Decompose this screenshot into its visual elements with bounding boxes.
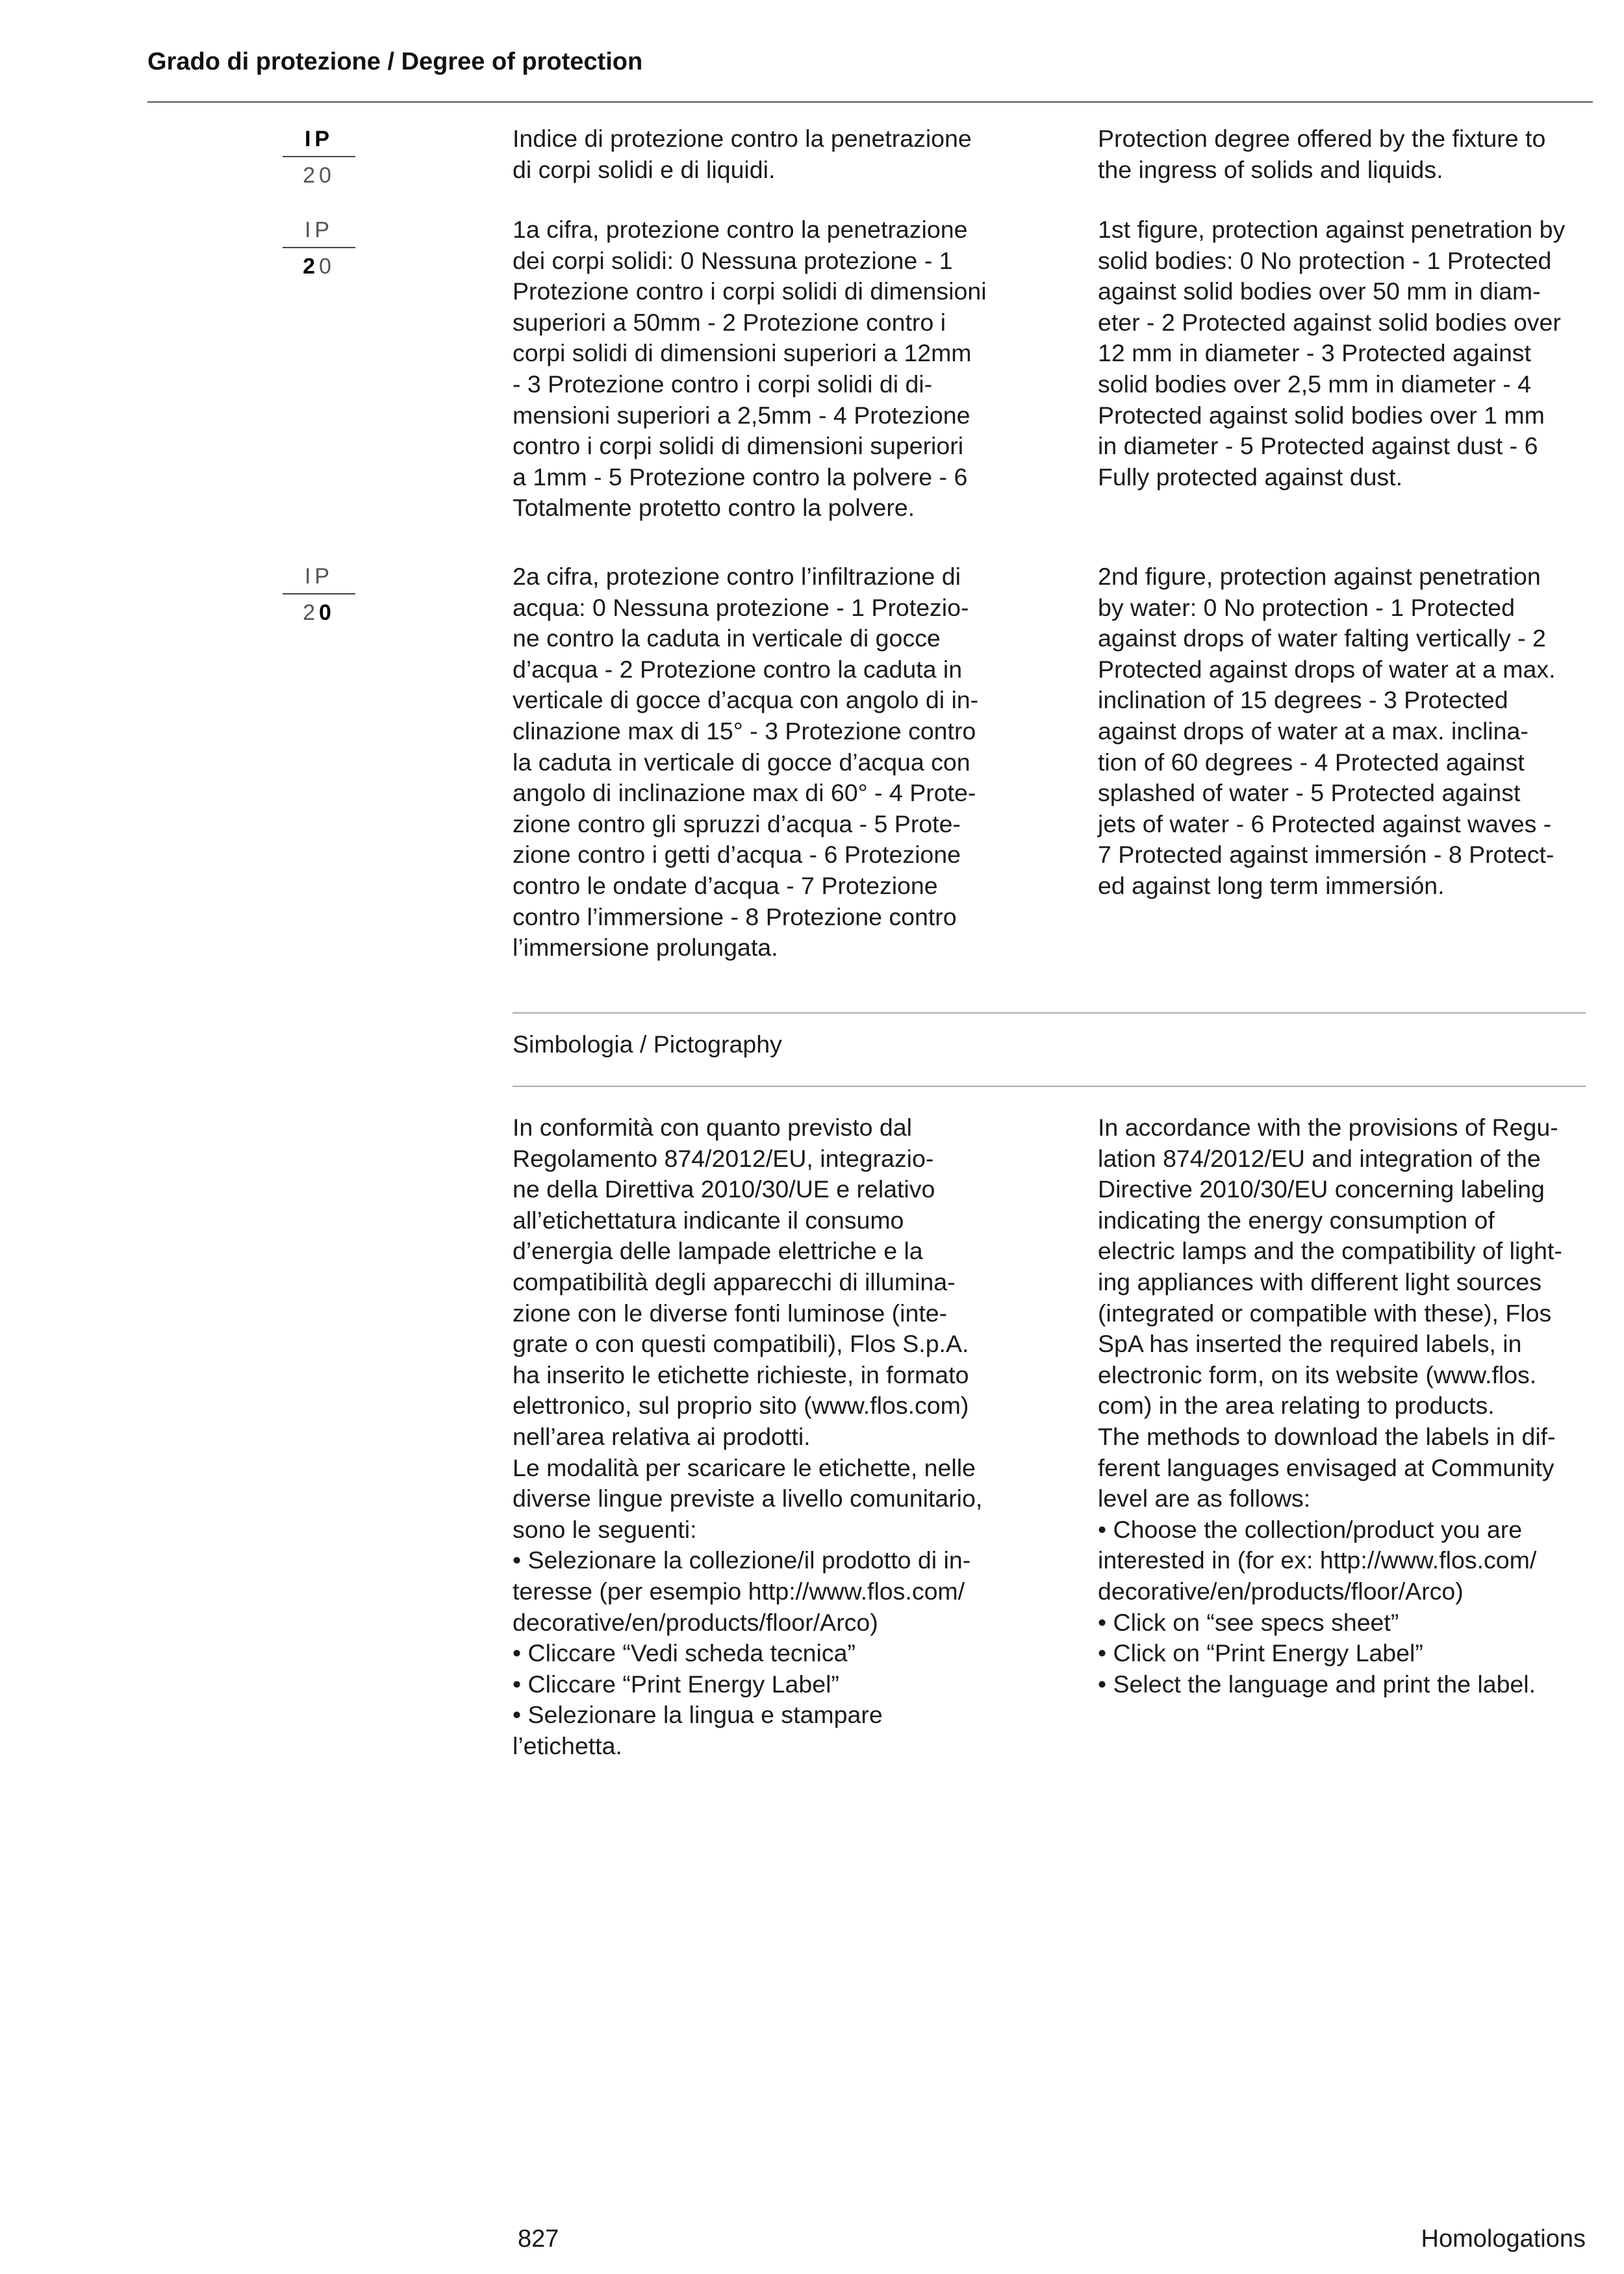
ip-label: IP bbox=[304, 564, 334, 589]
pictography-heading: Simbologia / Pictography bbox=[513, 1030, 782, 1058]
ip-badge-divider bbox=[283, 156, 355, 157]
first-figure-text-it: 1a cifra, protezione contro la penetrazione dei corpi solidi: 0 Nessuna protezione - 1 Protezione contro i corpi solidi di dimensioni superiori a 50mm - 2 Protezione contro i corpi solidi di dimensioni superiori a 12mm - 3 Protezione contro i corpi solidi di di- mensioni superiori a 2,5mm - 4 Protezione contro i corpi solidi di dimensioni superiori a 1mm - 5 Protezione contro la polvere - 6 Totalmente protetto contro la polvere. bbox=[513, 216, 987, 522]
intro-text-it: Indice di protezione contro la penetrazione di corpi solidi e di liquidi. bbox=[513, 125, 972, 183]
ip-badge-general bbox=[283, 125, 355, 190]
ip-first-digit: 2 bbox=[303, 600, 319, 625]
ip-label: IP bbox=[304, 218, 334, 242]
intro-text-en: Protection degree offered by the fixture to the ingress of solids and liquids. bbox=[1098, 125, 1546, 183]
first-figure-text-en: 1st figure, protection against penetration by solid bodies: 0 No protection - 1 Protected against solid bodies over 50 mm in diam- eter - 2 Protected against solid bodies over 12 mm in diameter - 3 Protected against solid bodies over 2,5 mm in diameter - 4 Protected against solid bodies over 1 mm in diameter - 5 Protected against dust - 6 Fully protected against dust. bbox=[1098, 216, 1566, 491]
section-name: Homologations bbox=[1421, 2225, 1586, 2253]
pictography-bottom-divider bbox=[513, 1086, 1586, 1087]
ip-code: 20 bbox=[303, 163, 335, 188]
ip-second-digit: 0 bbox=[319, 600, 335, 625]
pictography-text-en: In accordance with the provisions of Regu- lation 874/2012/EU and integration of the Directive 2010/30/EU concerning labeling indicating the energy consumption of electric lamps and the compatibility of light- ing appliances with different light sources (integrated or compatible with these), Flos SpA has inserted the required labels, in electronic form, on its website (www.flos. com) in the area relating to products. The methods to download the labels in dif- ferent languages envisaged at Community level are as follows: • Choose the collection/product you are interested in (for ex: http://www.flos.com/ decorative/en/products/floor/Arco) • Click on “see specs sheet” • Click on “Print Energy Label” • Select the language and print the label. bbox=[1098, 1114, 1562, 1698]
ip-second-digit: 0 bbox=[319, 254, 335, 279]
page-title: Grado di protezione / Degree of protection bbox=[147, 48, 643, 75]
ip-badge-divider bbox=[283, 593, 355, 594]
ip-label: IP bbox=[304, 127, 334, 151]
ip-first-digit: 2 bbox=[303, 254, 319, 279]
second-figure-text-en: 2nd figure, protection against penetration by water: 0 No protection - 1 Protected against drops of water falting vertically - 2 Protected against drops of water at a max. inclination of 15 degrees - 3 Protected against drops of water at a max. inclina- tion of 60 degrees - 4 Protected against splashed of water - 5 Protected against jets of water - 6 Protected against waves - 7 Protected against immersión - 8 Protect- ed against long term immersión. bbox=[1098, 563, 1556, 899]
page-number: 827 bbox=[518, 2225, 559, 2253]
pictography-top-divider bbox=[513, 1012, 1586, 1014]
ip-badge-second-digit bbox=[283, 562, 355, 627]
header-divider bbox=[147, 101, 1593, 103]
pictography-text-it: In conformità con quanto previsto dal Regolamento 874/2012/EU, integrazio- ne della Direttiva 2010/30/UE e relativo all’etichettatura indicante il consumo d’energia delle lampade elettriche e la compatibilità degli apparecchi di illumina- zione con le diverse fonti luminose (inte- grate o con questi compatibili), Flos S.p.A. ha inserito le etichette richieste, in formato elettronico, sul proprio sito (www.flos.com) nell’area relativa ai prodotti. Le modalità per scaricare le etichette, nelle diverse lingue previste a livello comunitario, sono le seguenti: • Selezionare la collezione/il prodotto di in- teresse (per esempio http://www.flos.com/ decorative/en/products/floor/Arco) • Cliccare “Vedi scheda tecnica” • Cliccare “Print Energy Label” • Selezionare la lingua e stampare l’etichetta. bbox=[513, 1114, 983, 1759]
ip-badge-first-digit bbox=[283, 216, 355, 281]
ip-badge-divider bbox=[283, 247, 355, 248]
second-figure-text-it: 2a cifra, protezione contro l’infiltrazione di acqua: 0 Nessuna protezione - 1 Protezio- ne contro la caduta in verticale di gocce d’acqua - 2 Protezione contro la caduta in verticale di gocce d’acqua con angolo di in- clinazione max di 15° - 3 Protezione contro la caduta in verticale di gocce d’acqua con angolo di inclinazione max di 60° - 4 Prote- zione contro gli spruzzi d’acqua - 5 Prote- zione contro i getti d’acqua - 6 Protezione contro le ondate d’acqua - 7 Protezione contro l’immersione - 8 Protezione contro l’immersione prolungata. bbox=[513, 563, 979, 962]
